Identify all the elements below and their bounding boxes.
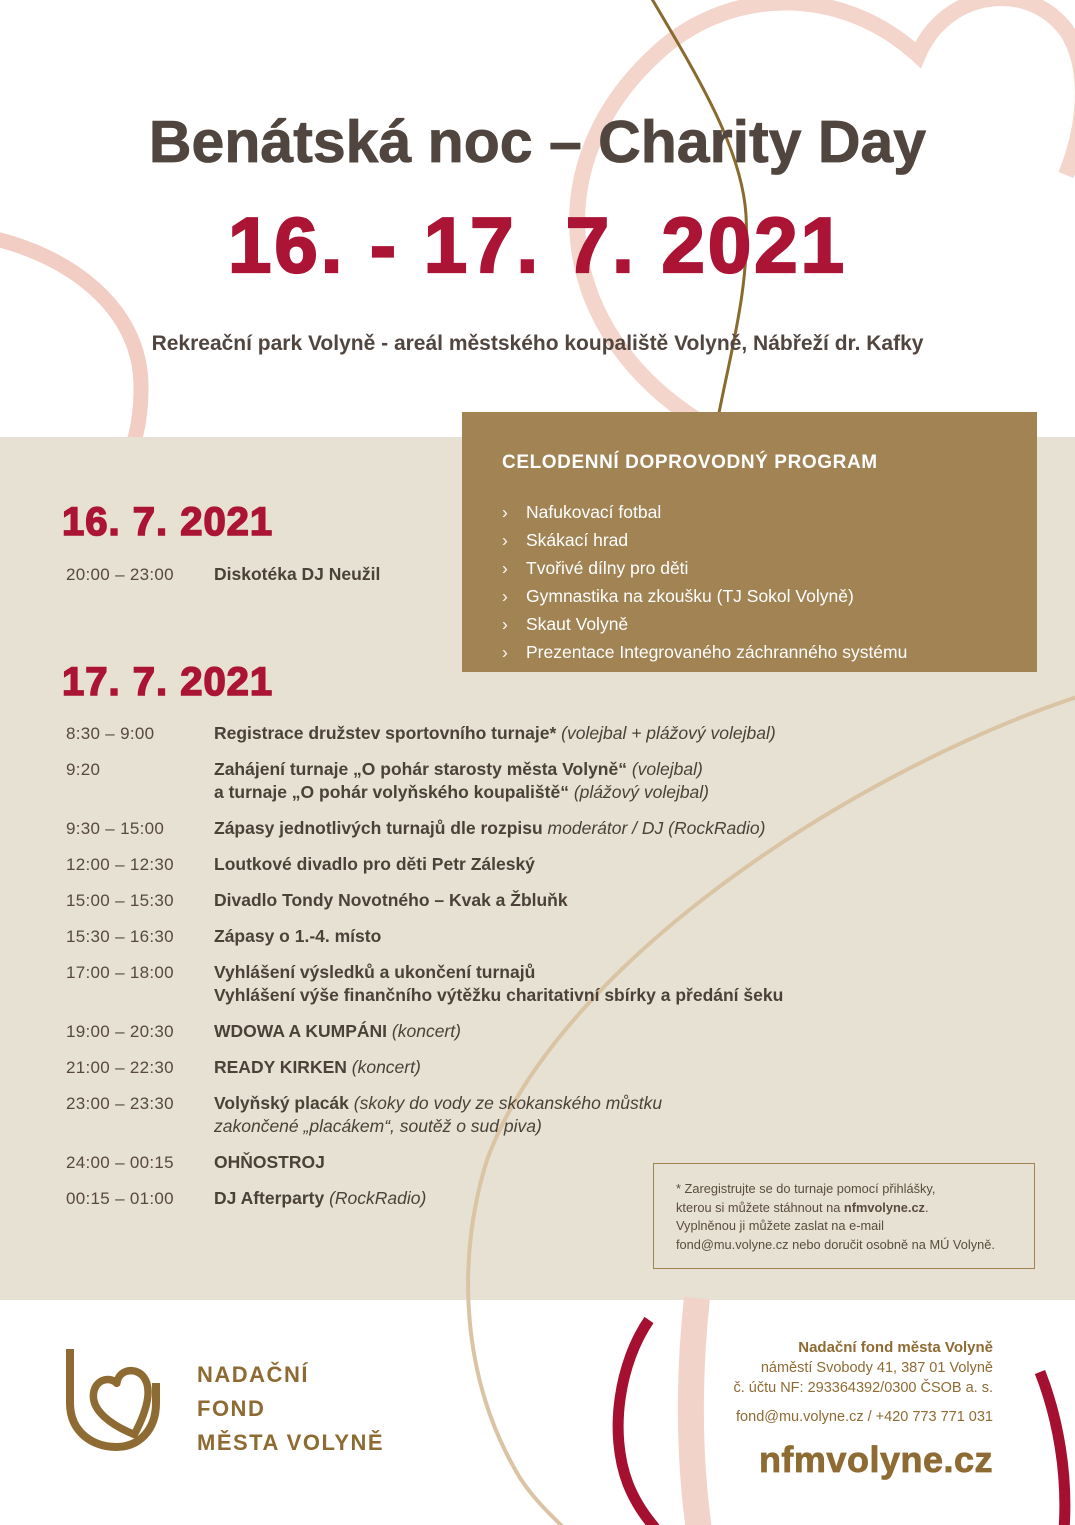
schedule-event: zakončené „placákem“, soutěž o sud piva) [214,1116,542,1136]
schedule-event: READY KIRKEN (koncert) [214,1057,421,1077]
event-dates: 16. - 17. 7. 2021 [227,201,848,289]
day2-heading: 17. 7. 2021 [62,660,274,704]
schedule-event: Zápasy jednotlivých turnajů dle rozpisu moderátor / DJ (RockRadio) [214,818,766,838]
note-website-bold: nfmvolyne.cz [843,1199,925,1215]
note-line: Vyplněnou ji můžete zaslat na e-mail [676,1218,884,1233]
schedule-time: 00:15 – 01:00 [66,1189,174,1208]
poster-title: Benátská noc – Charity Day [148,109,927,175]
schedule-row [66,1020,1016,1043]
side-program-item: › Prezentace Integrovaného záchranného systému [502,638,1037,666]
schedule-event: Vyhlášení výsledků a ukončení turnajů [214,962,536,982]
side-program-box [462,412,1037,672]
schedule-row [66,563,1016,586]
schedule-event: Vyhlášení výše finančního výtěžku charitativní sbírky a předání šeku [214,985,784,1005]
org-address: náměstí Svobody 41, 387 01 Volyně [760,1360,993,1376]
org-contact: fond@mu.volyne.cz / +420 773 771 031 [736,1409,993,1425]
schedule-event: Diskotéka DJ Neužil [214,564,381,584]
schedule-time: 12:00 – 12:30 [66,855,174,874]
side-program-title: CELODENNÍ DOPROVODNÝ PROGRAM [502,452,878,473]
chevron-bullet-icon: › [502,530,508,550]
chevron-bullet-icon: › [502,558,508,578]
schedule-event: WDOWA A KUMPÁNI (koncert) [214,1021,461,1041]
registration-note [653,1163,1035,1269]
note-line: kterou si můžete stáhnout na nfmvolyne.cz. [676,1199,929,1215]
schedule-time: 19:00 – 20:30 [66,1022,174,1041]
schedule-row [66,961,1016,1007]
schedule-time: 20:00 – 23:00 [66,565,174,584]
schedule-event: Divadlo Tondy Novotného – Kvak a Žbluňk [214,890,568,910]
schedule-event: Loutkové divadlo pro děti Petr Záleský [214,854,535,874]
side-program-item: › Nafukovací fotbal [502,498,1037,526]
schedule-row [66,758,1016,804]
schedule-time: 23:00 – 23:30 [66,1094,174,1113]
note-line: fond@mu.volyne.cz nebo doručit osobně na MÚ Volyně. [676,1236,995,1252]
schedule-time: 15:30 – 16:30 [66,927,174,946]
day1-heading: 16. 7. 2021 [62,500,274,544]
side-program-item: › Gymnastika na zkoušku (TJ Sokol Volyně) [502,582,1037,610]
chevron-bullet-icon: › [502,614,508,634]
day1-schedule [66,563,1016,599]
schedule-row [66,722,1016,745]
schedule-row [66,925,1016,948]
side-program-item: › Skaut Volyně [502,610,1037,638]
footer-contact-block [733,1338,993,1481]
schedule-row [66,817,1016,840]
day2-schedule [66,722,1016,1223]
schedule-row [66,853,1016,876]
foundation-logo-text [197,1358,384,1460]
schedule-event: DJ Afterparty (RockRadio) [214,1188,427,1208]
event-location: Rekreační park Volyně - areál městského koupaliště Volyně, Nábřeží dr. Kafky [151,332,924,355]
schedule-row [66,1092,1016,1138]
schedule-time: 15:00 – 15:30 [66,891,174,910]
side-program-item: › Tvořivé dílny pro děti [502,554,1037,582]
schedule-time: 9:20 [66,760,101,779]
pink-stripe [691,1298,699,1525]
schedule-event: OHŇOSTROJ [214,1152,325,1172]
schedule-time: 21:00 – 22:30 [66,1058,174,1077]
schedule-time: 9:30 – 15:00 [66,819,165,838]
schedule-time: 17:00 – 18:00 [66,963,174,982]
schedule-event: a turnaje „O pohár volyňského koupaliště“ (plážový volejbal) [214,782,710,802]
schedule-event: Zápasy o 1.-4. místo [214,926,382,946]
chevron-bullet-icon: › [502,502,508,522]
red-heart-right-arc [1040,1372,1065,1525]
schedule-event: Zahájení turnaje „O pohár starosty města Volyně“ (volejbal) [214,759,703,779]
side-program-item: › Skákací hrad [502,526,1037,554]
org-name: Nadační fond města Volyně [798,1339,993,1356]
schedule-time: 8:30 – 9:00 [66,724,155,743]
chevron-bullet-icon: › [502,642,508,662]
schedule-row [66,1056,1016,1079]
note-line: * Zaregistrujte se do turnaje pomocí přihlášky, [676,1181,936,1196]
red-heart-left-arc [618,1320,655,1525]
org-website: nfmvolyne.cz [758,1439,993,1480]
org-account: č. účtu NF: 293364392/0300 ČSOB a. s. [733,1380,993,1396]
schedule-event: Registrace družstev sportovního turnaje* (volejbal + plážový volejbal) [214,723,776,743]
schedule-time: 24:00 – 00:15 [66,1153,174,1172]
schedule-row [66,889,1016,912]
foundation-logo [62,1345,174,1455]
logo-text-line: MĚSTA VOLYNĚ [197,1430,385,1455]
schedule-event: Volyňský placák (skoky do vody ze skokanského můstku [214,1093,663,1113]
logo-text-line: FOND [197,1396,266,1421]
logo-text-line: NADAČNÍ [197,1362,309,1387]
chevron-bullet-icon: › [502,586,508,606]
